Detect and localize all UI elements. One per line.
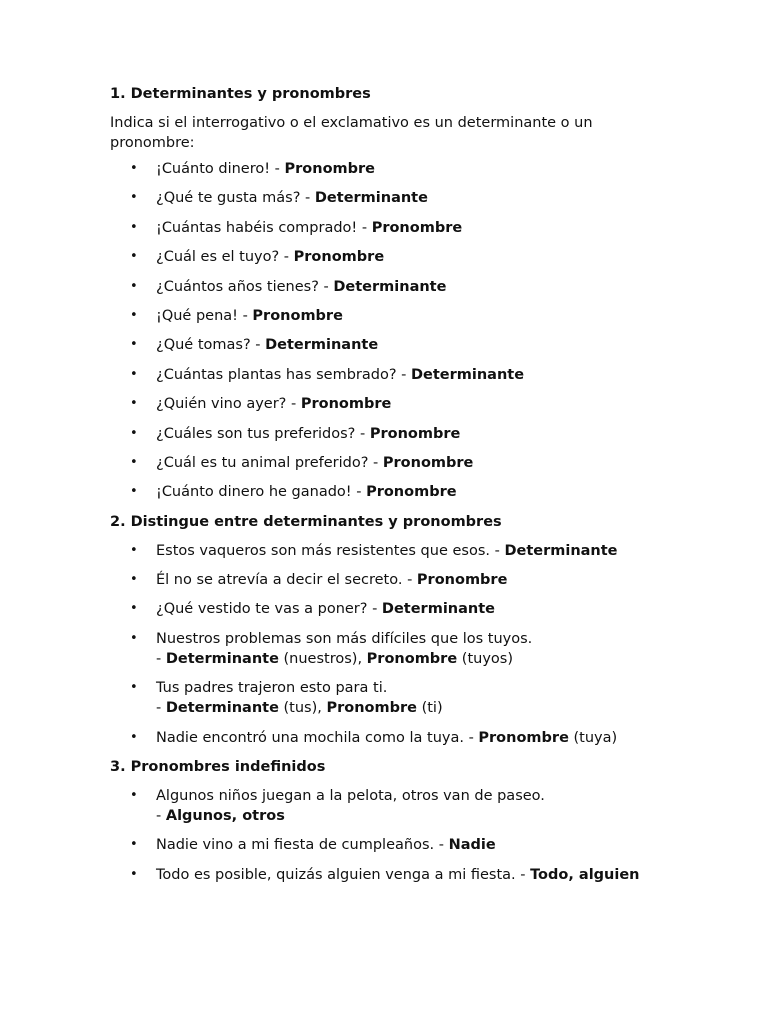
list-item [110, 541, 670, 561]
item-note: (nuestros), [278, 650, 367, 667]
item-answer: Determinante [165, 700, 279, 717]
bullet: • [130, 837, 138, 853]
bullet: • [130, 249, 138, 265]
list-item [110, 570, 670, 590]
list-item [110, 424, 670, 444]
bullet: • [130, 729, 138, 745]
bullet: • [130, 866, 138, 882]
item-answer: Pronombre [369, 425, 461, 442]
list-item [110, 599, 670, 619]
section-heading: 2. Distingue entre determinantes y pronombres [110, 513, 502, 530]
item-text: ¿Qué te gusta más? - [156, 190, 315, 207]
list-item [110, 365, 670, 385]
list-item [110, 188, 670, 208]
item-text: ¡Cuántas habéis comprado! - [156, 219, 372, 236]
item-answer: Determinante [333, 278, 447, 295]
section-3 [110, 757, 670, 885]
list-item [110, 335, 670, 355]
item-text: ¿Qué vestido te vas a poner? - [156, 601, 382, 618]
item-text: ¿Cuántas plantas has sembrado? - [156, 366, 411, 383]
item-prefix: - [156, 650, 166, 667]
bullet: • [130, 680, 138, 696]
item-note: (tus), [278, 700, 327, 717]
item-answer: Pronombre [416, 572, 508, 589]
section-intro: Indica si el interrogativo o el exclamativo es un determinante o un pronombre: [110, 115, 593, 151]
item-prefix: - [156, 808, 166, 825]
bullet: • [130, 307, 138, 323]
bullet: • [130, 161, 138, 176]
item-answer: Determinante [381, 601, 495, 618]
bullet: • [130, 337, 138, 353]
list-item [110, 482, 670, 502]
item-answer: Determinante [410, 366, 525, 383]
bullet: • [130, 190, 138, 206]
item-text: Nadie vino a mi fiesta de cumpleaños. - [156, 837, 449, 854]
bullet: • [130, 366, 138, 382]
item-note-2: (ti) [416, 700, 443, 717]
item-text: ¿Quién vino ayer? - [156, 396, 301, 413]
bullet: • [130, 396, 138, 412]
item-answer: Pronombre [284, 161, 375, 177]
item-answer: Algunos, otros [165, 808, 285, 825]
bullet: • [130, 278, 138, 294]
item-prefix: - [156, 700, 166, 717]
bullet: • [130, 425, 138, 441]
item-answer: Pronombre [366, 484, 457, 501]
bullet: • [130, 572, 138, 588]
item-answer: Pronombre [478, 729, 569, 746]
item-text: Él no se atrevía a decir el secreto. - [156, 572, 417, 589]
item-text: Tus padres trajeron esto para ti. [156, 680, 388, 697]
item-answer: Determinante [165, 650, 279, 667]
item-answer: Todo, alguien [530, 866, 640, 883]
item-answer-2: Pronombre [366, 650, 458, 667]
answer-list [110, 541, 670, 748]
item-text: Algunos niños juegan a la pelota, otros van de paseo. [156, 788, 545, 805]
item-note-2: (tuyos) [457, 650, 513, 667]
bullet: • [130, 484, 138, 500]
list-item [110, 453, 670, 473]
item-text: ¿Cuál es tu animal preferido? - [156, 454, 383, 471]
list-item [110, 728, 670, 748]
section-2 [110, 512, 670, 748]
item-note: (tuya) [568, 729, 618, 746]
item-text: Nuestros problemas son más difíciles que los tuyos. [156, 630, 533, 647]
item-text: Estos vaqueros son más resistentes que esos. - [156, 542, 505, 559]
item-answer-2: Pronombre [326, 700, 417, 717]
item-text: ¿Qué tomas? - [156, 337, 266, 354]
item-text: ¿Cuál es el tuyo? - [156, 249, 294, 266]
list-item [110, 218, 670, 238]
list-item [110, 835, 670, 855]
item-text: Todo es posible, quizás alguien venga a mi fiesta. - [156, 866, 531, 883]
answer-list [110, 159, 670, 502]
bullet: • [130, 219, 138, 235]
document-page [110, 84, 670, 894]
bullet: • [130, 630, 138, 646]
list-item [110, 629, 670, 669]
list-item [110, 306, 670, 326]
list-item [110, 786, 670, 826]
section-heading: 3. Pronombres indefinidos [110, 759, 326, 776]
item-answer: Nadie [448, 837, 496, 854]
list-item [110, 394, 670, 414]
list-item [110, 678, 670, 718]
item-text: Nadie encontró una mochila como la tuya. - [156, 729, 479, 746]
list-item [110, 159, 670, 179]
item-text: ¡Cuánto dinero he ganado! - [156, 484, 367, 501]
bullet: • [130, 542, 138, 558]
section-1 [110, 84, 670, 502]
item-text: ¡Qué pena! - [156, 307, 253, 324]
item-answer: Pronombre [300, 396, 392, 413]
item-text: ¡Cuánto dinero! - [156, 161, 285, 177]
item-text: ¿Cuántos años tienes? - [156, 278, 334, 295]
list-item [110, 277, 670, 297]
item-answer: Pronombre [382, 454, 474, 471]
bullet: • [130, 454, 138, 470]
item-answer: Determinante [265, 337, 379, 354]
list-item [110, 247, 670, 267]
item-answer: Determinante [314, 190, 428, 207]
bullet: • [130, 601, 138, 617]
item-text: ¿Cuáles son tus preferidos? - [156, 425, 370, 442]
section-heading: 1. Determinantes y pronombres [110, 86, 371, 102]
item-answer: Pronombre [371, 219, 463, 236]
item-answer: Pronombre [252, 307, 343, 324]
answer-list [110, 786, 670, 885]
list-item [110, 865, 670, 885]
item-answer: Determinante [504, 542, 618, 559]
bullet: • [130, 788, 138, 804]
item-answer: Pronombre [293, 249, 385, 266]
